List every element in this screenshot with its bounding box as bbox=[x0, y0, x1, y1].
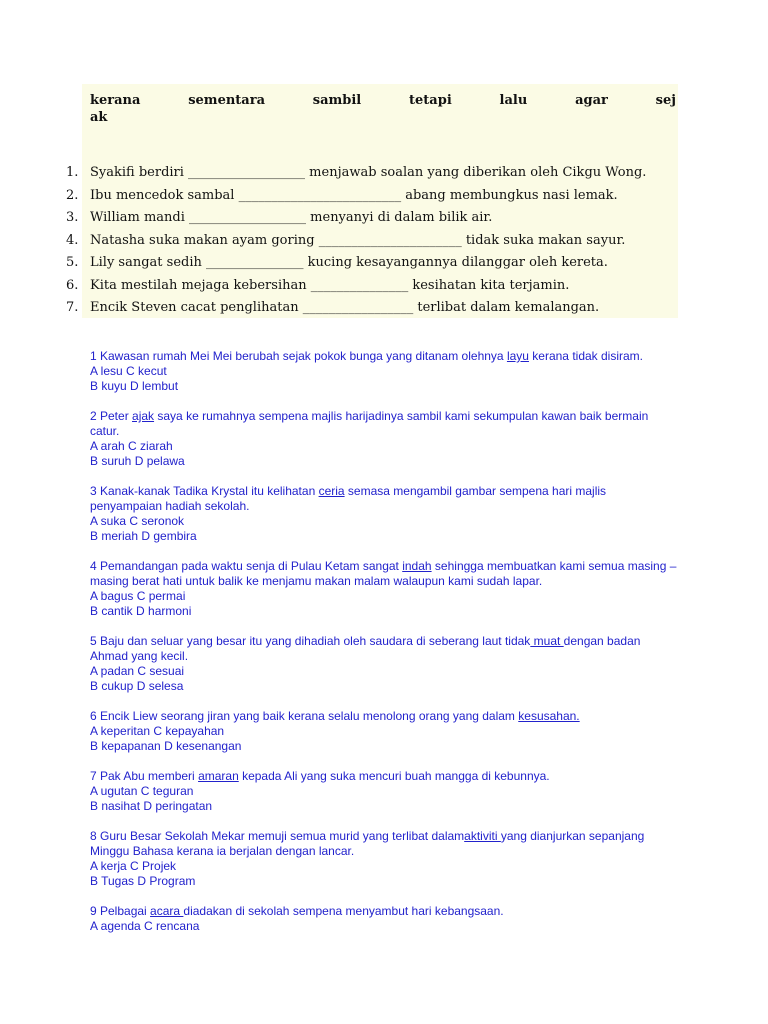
question-options-b-d: B Tugas D Program bbox=[90, 874, 196, 888]
sentence-text: Ibu mencedok sambal _________________________ abang membungkus nasi lemak. bbox=[90, 187, 618, 203]
sentence-number: 1. bbox=[66, 165, 79, 180]
sentence-text: William mandi __________________ menyanyi di dalam bilik air. bbox=[90, 210, 493, 225]
sentence-number: 3. bbox=[66, 210, 79, 225]
question-stem-start: 5 Baju dan seluar yang besar itu yang dihadiah oleh saudara di seberang laut tidak bbox=[90, 634, 531, 648]
question-options-b-d: B kuyu D lembut bbox=[90, 379, 179, 393]
question-stem-start: 7 Pak Abu memberi bbox=[90, 769, 199, 783]
question-item bbox=[90, 829, 680, 889]
question-options-a-c: A agenda C rencana bbox=[90, 919, 200, 933]
question-item bbox=[90, 634, 680, 694]
question-text bbox=[90, 634, 680, 664]
question-item bbox=[90, 484, 680, 544]
word-bank-row bbox=[90, 92, 676, 109]
question-options-a-c: A padan C sesuai bbox=[90, 664, 185, 678]
question-options-b-d: B cantik D harmoni bbox=[90, 604, 192, 618]
question-options-a-c: A kerja C Projek bbox=[90, 859, 177, 873]
question-item bbox=[90, 904, 680, 934]
question-stem-end: semasa mengambil gambar sempena hari majlis penyampaian hadiah sekolah. bbox=[90, 484, 607, 513]
sentence-item bbox=[66, 163, 678, 186]
question-item bbox=[90, 559, 680, 619]
sentence-text: Lily sangat sedih _______________ kucing kesayangannya dilanggar oleh kereta. bbox=[90, 255, 608, 270]
underlined-keyword: acara bbox=[150, 904, 184, 918]
question-options-b-d: B kepapanan D kesenangan bbox=[90, 739, 242, 753]
sentence-item bbox=[66, 253, 678, 276]
sentence-item bbox=[66, 276, 678, 299]
question-stem-start: 3 Kanak-kanak Tadika Krystal itu kelihatan bbox=[90, 484, 319, 498]
word-bank-item: lalu bbox=[499, 93, 528, 108]
underlined-keyword: layu bbox=[506, 349, 529, 363]
word-bank-item: kerana bbox=[90, 93, 141, 108]
question-options-b-d: B cukup D selesa bbox=[90, 679, 184, 693]
question-stem-end: kepada Ali yang suka mencuri buah mangga di kebunnya. bbox=[238, 769, 550, 783]
question-stem-end: kerana tidak disiram. bbox=[528, 349, 643, 363]
underlined-keyword: ceria bbox=[318, 484, 345, 498]
sentence-text: Encik Steven cacat penglihatan _________________ terlibat dalam kemalangan. bbox=[90, 300, 600, 315]
sentence-number: 2. bbox=[66, 187, 79, 203]
question-text bbox=[90, 829, 680, 859]
sentence-item bbox=[66, 231, 678, 254]
sentence-number: 4. bbox=[66, 232, 79, 248]
question-item bbox=[90, 409, 680, 469]
sentence-item bbox=[66, 186, 678, 209]
word-bank-item: sej bbox=[655, 93, 676, 108]
underlined-keyword: indah bbox=[402, 559, 432, 573]
question-item bbox=[90, 769, 680, 814]
question-stem-end: diadakan di sekolah sempena menyambut hari kebangsaan. bbox=[183, 904, 504, 918]
question-stem-start: 6 Encik Liew seorang jiran yang baik kerana selalu menolong orang yang dalam bbox=[90, 709, 519, 723]
underlined-keyword: aktiviti bbox=[464, 829, 501, 843]
question-options-b-d: B nasihat D peringatan bbox=[90, 799, 213, 813]
question-text bbox=[90, 769, 680, 784]
question-stem-start: 1 Kawasan rumah Mei Mei berubah sejak pokok bunga yang ditanam olehnya bbox=[90, 349, 507, 363]
question-options-a-c: A arah C ziarah bbox=[90, 439, 173, 453]
fill-in-sentences bbox=[66, 163, 678, 321]
sentence-text: Natasha suka makan ayam goring ______________________ tidak suka makan sayur. bbox=[90, 232, 626, 248]
word-bank-item: tetapi bbox=[409, 93, 452, 108]
underlined-keyword: muat bbox=[530, 634, 564, 648]
question-options-a-c: A ugutan C teguran bbox=[90, 784, 194, 798]
word-bank bbox=[90, 92, 676, 126]
underlined-keyword: amaran bbox=[198, 769, 239, 783]
question-list bbox=[90, 349, 680, 949]
sentence-item bbox=[66, 208, 678, 231]
sentence-text: Kita mestilah mejaga kebersihan _______________ kesihatan kita terjamin. bbox=[90, 277, 570, 293]
sentence-number: 6. bbox=[66, 277, 79, 293]
sentence-item bbox=[66, 298, 678, 321]
question-stem-start: 4 Pemandangan pada waktu senja di Pulau Ketam sangat bbox=[90, 559, 403, 573]
question-options-a-c: A suka C seronok bbox=[90, 514, 185, 528]
question-options-b-d: B suruh D pelawa bbox=[90, 454, 185, 468]
question-stem-end: yang dianjurkan sepanjang Minggu Bahasa kerana ia berjalan dengan lancar. bbox=[90, 829, 645, 858]
question-text bbox=[90, 484, 680, 514]
question-options-a-c: A bagus C permai bbox=[90, 589, 186, 603]
question-stem-start: 8 Guru Besar Sekolah Mekar memuji semua murid yang terlibat dalam bbox=[90, 829, 465, 843]
question-options-a-c: A lesu C kecut bbox=[90, 364, 167, 378]
word-bank-item: agar bbox=[575, 93, 608, 108]
question-item bbox=[90, 709, 680, 754]
word-bank-item: sambil bbox=[312, 93, 362, 108]
sentence-number: 7. bbox=[66, 300, 79, 315]
question-text bbox=[90, 349, 680, 364]
question-options-b-d: B meriah D gembira bbox=[90, 529, 197, 543]
question-text bbox=[90, 709, 680, 724]
question-item bbox=[90, 349, 680, 394]
question-text bbox=[90, 904, 680, 919]
question-options-a-c: A keperitan C kepayahan bbox=[90, 724, 225, 738]
sentence-number: 5. bbox=[66, 255, 79, 270]
word-bank-wrap: ak bbox=[90, 110, 108, 125]
question-stem-end: sehingga membuatkan kami semua masing – masing berat hati untuk balik ke menjamu makan malam walaupun kami sudah lapar. bbox=[90, 559, 677, 588]
question-stem-end: saya ke rumahnya sempena majlis harijadinya sambil kami sekumpulan kawan baik bermain catur. bbox=[90, 409, 649, 438]
word-bank-item: sementara bbox=[188, 93, 265, 108]
underlined-keyword: kesusahan. bbox=[518, 709, 580, 723]
underlined-keyword: ajak bbox=[132, 409, 155, 423]
sentence-text: Syakifi berdiri __________________ menjawab soalan yang diberikan oleh Cikgu Wong. bbox=[90, 165, 647, 180]
question-stem-end: dengan badan Ahmad yang kecil. bbox=[90, 634, 641, 663]
question-text bbox=[90, 559, 680, 589]
question-text bbox=[90, 409, 680, 439]
question-stem-start: 2 Peter bbox=[90, 409, 133, 423]
question-stem-start: 9 Pelbagai bbox=[90, 904, 151, 918]
